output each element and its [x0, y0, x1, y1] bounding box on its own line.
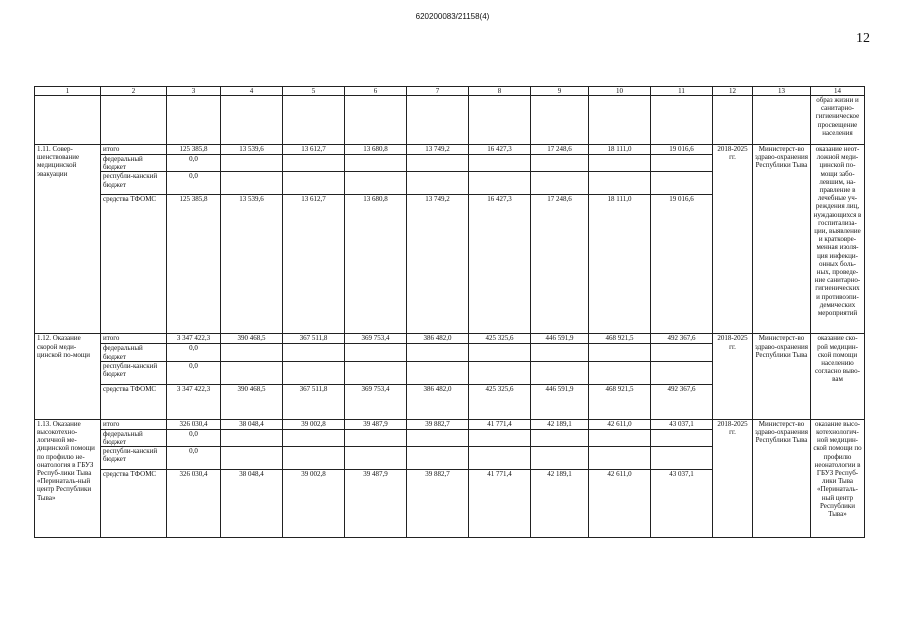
amount-cell	[651, 429, 713, 446]
amount-cell	[589, 344, 651, 361]
amount-cell: 39 002,8	[283, 419, 345, 429]
amount-cell	[407, 155, 469, 172]
amount-cell: 492 367,6	[651, 334, 713, 344]
column-number: 13	[753, 87, 811, 96]
executor-cell: Министерст-во здраво-охранения Республики Тыва	[753, 334, 811, 419]
amount-cell	[651, 447, 713, 470]
amount-cell: 13 539,6	[221, 195, 283, 334]
amount-cell: 390 468,5	[221, 384, 283, 419]
funding-source: итого	[101, 334, 167, 344]
amount-cell: 13 680,8	[345, 145, 407, 155]
result-cell: оказание ско-рой медицин-ской помощи населению согласно выво-вам	[811, 334, 865, 419]
amount-cell: 425 325,6	[469, 384, 531, 419]
table-row	[35, 419, 865, 429]
funding-source: федеральный бюджет	[101, 155, 167, 172]
amount-cell: 42 189,1	[531, 419, 589, 429]
amount-cell	[283, 172, 345, 195]
funding-source: федеральный бюджет	[101, 429, 167, 446]
page-number: 12	[856, 31, 870, 46]
period-cell: 2018-2025 гг.	[713, 334, 753, 419]
amount-cell: 39 487,9	[345, 470, 407, 538]
amount-cell: 369 753,4	[345, 384, 407, 419]
amount-cell	[345, 361, 407, 384]
amount-cell: 42 189,1	[531, 470, 589, 538]
amount-cell: 0,0	[167, 447, 221, 470]
column-number: 10	[589, 87, 651, 96]
amount-cell: 326 030,4	[167, 419, 221, 429]
amount-cell	[283, 361, 345, 384]
column-number: 6	[345, 87, 407, 96]
amount-cell: 13 539,6	[221, 145, 283, 155]
period-cell: 2018-2025 гг.	[713, 145, 753, 334]
amount-cell: 446 591,9	[531, 334, 589, 344]
amount-cell: 13 749,2	[407, 195, 469, 334]
amount-cell: 38 048,4	[221, 419, 283, 429]
amount-cell: 17 248,6	[531, 145, 589, 155]
continuation-row	[35, 96, 865, 145]
amount-cell: 17 248,6	[531, 195, 589, 334]
amount-cell	[407, 172, 469, 195]
amount-cell: 390 468,5	[221, 334, 283, 344]
amount-cell	[283, 429, 345, 446]
amount-cell: 19 016,6	[651, 145, 713, 155]
amount-cell: 43 037,1	[651, 470, 713, 538]
amount-cell: 13 680,8	[345, 195, 407, 334]
amount-cell	[651, 155, 713, 172]
amount-cell: 42 611,0	[589, 470, 651, 538]
amount-cell: 125 385,8	[167, 145, 221, 155]
amount-cell	[531, 361, 589, 384]
amount-cell: 39 882,7	[407, 419, 469, 429]
column-number: 9	[531, 87, 589, 96]
amount-cell: 42 611,0	[589, 419, 651, 429]
amount-cell	[345, 447, 407, 470]
amount-cell: 468 921,5	[589, 334, 651, 344]
amount-cell	[469, 361, 531, 384]
column-number: 8	[469, 87, 531, 96]
amount-cell: 468 921,5	[589, 384, 651, 419]
amount-cell: 18 111,0	[589, 195, 651, 334]
amount-cell: 41 771,4	[469, 470, 531, 538]
amount-cell	[531, 429, 589, 446]
table-row	[35, 145, 865, 155]
funding-source: республи-канский бюджет	[101, 172, 167, 195]
amount-cell	[407, 361, 469, 384]
document-id: 620200083/21158(4)	[415, 12, 490, 21]
amount-cell	[221, 155, 283, 172]
amount-cell	[283, 344, 345, 361]
amount-cell	[345, 429, 407, 446]
amount-cell	[589, 429, 651, 446]
amount-cell	[221, 429, 283, 446]
amount-cell: 425 325,6	[469, 334, 531, 344]
amount-cell: 38 048,4	[221, 470, 283, 538]
amount-cell	[221, 361, 283, 384]
amount-cell: 0,0	[167, 155, 221, 172]
amount-cell: 446 591,9	[531, 384, 589, 419]
column-number: 4	[221, 87, 283, 96]
amount-cell	[589, 447, 651, 470]
result-cell: оказание неот-ложной меди-цинской по-мощи забо-левшим, на-правление в лечебные уч-реждения лиц, нуждающихся в госпитализа-ции, выявление и кратковре-менная изоля-ция инфекци-онных боль-ных, проведе-ние санитарно-гигиенических и противоэпи-демических мероприятий	[811, 145, 865, 334]
amount-cell: 0,0	[167, 429, 221, 446]
funding-source: средства ТФОМС	[101, 470, 167, 538]
amount-cell	[345, 344, 407, 361]
program-table	[34, 86, 865, 538]
amount-cell: 13 612,7	[283, 145, 345, 155]
amount-cell	[469, 447, 531, 470]
measure-title: 1.12. Оказание скорой меди-цинской по-мощи	[35, 334, 101, 419]
amount-cell: 18 111,0	[589, 145, 651, 155]
amount-cell: 0,0	[167, 361, 221, 384]
amount-cell	[531, 344, 589, 361]
amount-cell	[651, 361, 713, 384]
column-number: 3	[167, 87, 221, 96]
amount-cell: 125 385,8	[167, 195, 221, 334]
column-number: 11	[651, 87, 713, 96]
measure-title: 1.11. Совер-шенствование медицинской эвакуации	[35, 145, 101, 334]
table-row	[35, 334, 865, 344]
amount-cell: 386 482,0	[407, 334, 469, 344]
amount-cell: 3 347 422,3	[167, 334, 221, 344]
amount-cell: 0,0	[167, 172, 221, 195]
amount-cell: 367 511,8	[283, 384, 345, 419]
executor-cell: Министерст-во здраво-охранения Республики Тыва	[753, 145, 811, 334]
funding-source: республи-канский бюджет	[101, 361, 167, 384]
amount-cell	[345, 172, 407, 195]
continuation-text: образ жизни и санитарно-гигиеническое просвещение населения	[811, 96, 865, 145]
amount-cell	[283, 155, 345, 172]
amount-cell	[651, 344, 713, 361]
funding-source: средства ТФОМС	[101, 195, 167, 334]
amount-cell	[283, 447, 345, 470]
column-number: 14	[811, 87, 865, 96]
result-cell: оказание высо-котехнологич-ной медицин-ской помощи по профилю неонатологии в ГБУЗ Респуб-лики Тыва «Перинаталь-ный центр Республики Тыва»	[811, 419, 865, 537]
amount-cell: 39 002,8	[283, 470, 345, 538]
amount-cell: 3 347 422,3	[167, 384, 221, 419]
amount-cell: 16 427,3	[469, 145, 531, 155]
amount-cell	[221, 447, 283, 470]
amount-cell	[407, 344, 469, 361]
amount-cell: 13 612,7	[283, 195, 345, 334]
amount-cell	[531, 155, 589, 172]
measure-title: 1.13. Оказание высокотехно-логичной ме-дицинской помощи по профилю не-онатология в ГБУЗ Респуб-лики Тыва «Перинаталь-ный центр Республики Тыва»	[35, 419, 101, 537]
amount-cell: 19 016,6	[651, 195, 713, 334]
amount-cell: 39 882,7	[407, 470, 469, 538]
column-number: 5	[283, 87, 345, 96]
amount-cell	[469, 429, 531, 446]
amount-cell: 0,0	[167, 344, 221, 361]
amount-cell: 492 367,6	[651, 384, 713, 419]
amount-cell	[589, 155, 651, 172]
amount-cell	[589, 361, 651, 384]
amount-cell	[407, 429, 469, 446]
column-number: 12	[713, 87, 753, 96]
column-number: 7	[407, 87, 469, 96]
amount-cell	[469, 172, 531, 195]
amount-cell: 326 030,4	[167, 470, 221, 538]
column-number: 1	[35, 87, 101, 96]
amount-cell	[531, 447, 589, 470]
period-cell: 2018-2025 гг.	[713, 419, 753, 537]
amount-cell	[469, 344, 531, 361]
amount-cell	[651, 172, 713, 195]
amount-cell: 369 753,4	[345, 334, 407, 344]
executor-cell: Министерст-во здраво-охранения Республики Тыва	[753, 419, 811, 537]
amount-cell	[221, 172, 283, 195]
amount-cell	[531, 172, 589, 195]
funding-source: итого	[101, 419, 167, 429]
funding-source: средства ТФОМС	[101, 384, 167, 419]
amount-cell	[345, 155, 407, 172]
amount-cell	[589, 172, 651, 195]
amount-cell	[407, 447, 469, 470]
amount-cell: 367 511,8	[283, 334, 345, 344]
column-number: 2	[101, 87, 167, 96]
amount-cell: 386 482,0	[407, 384, 469, 419]
amount-cell	[221, 344, 283, 361]
funding-source: республи-канский бюджет	[101, 447, 167, 470]
funding-source: федеральный бюджет	[101, 344, 167, 361]
amount-cell: 43 037,1	[651, 419, 713, 429]
column-number-row	[35, 87, 865, 96]
funding-source: итого	[101, 145, 167, 155]
amount-cell: 39 487,9	[345, 419, 407, 429]
amount-cell: 16 427,3	[469, 195, 531, 334]
amount-cell	[469, 155, 531, 172]
amount-cell: 13 749,2	[407, 145, 469, 155]
amount-cell: 41 771,4	[469, 419, 531, 429]
